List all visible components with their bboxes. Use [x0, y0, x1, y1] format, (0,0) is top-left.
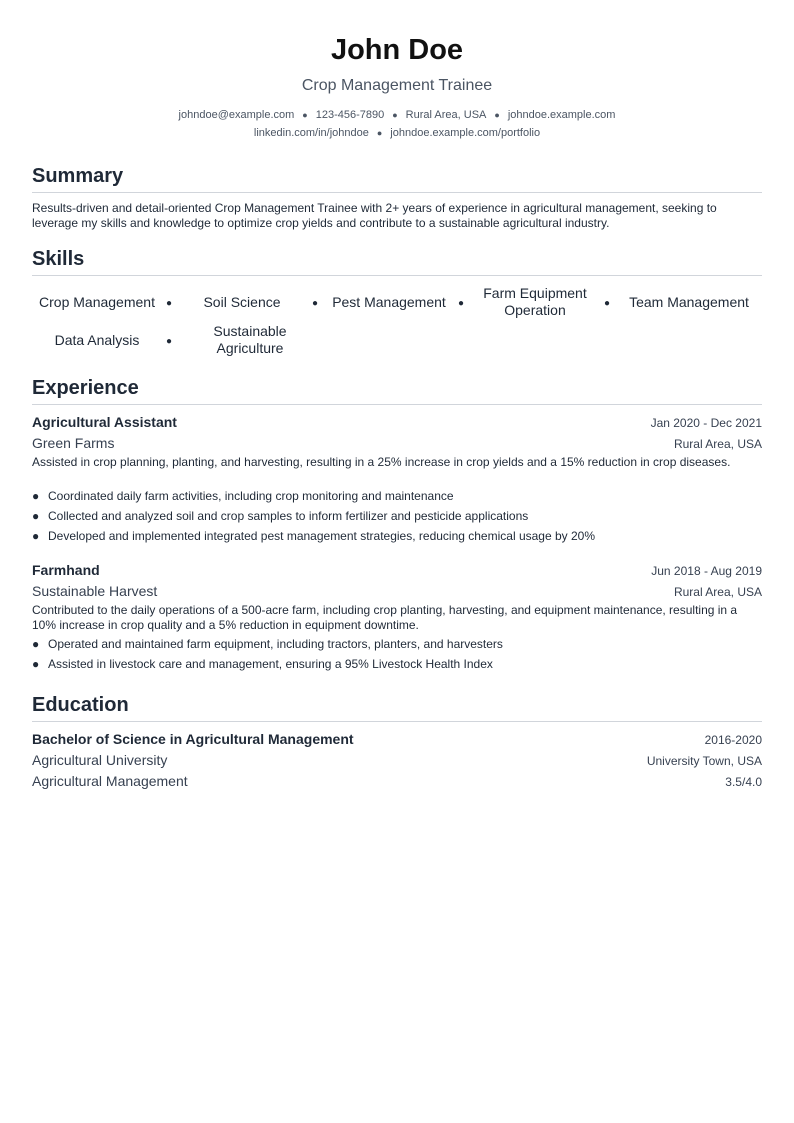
education-school: Agricultural University: [32, 752, 168, 768]
skill-item: Team Management: [629, 293, 749, 310]
job-description: Assisted in crop planning, planting, and harvesting, resulting in a 25% increase in crop yields and a 15% reduction in crop diseases.: [32, 455, 731, 469]
contact-line-2: [0, 126, 794, 140]
experience-heading: Experience: [32, 377, 139, 399]
skill-separator: ●: [458, 298, 465, 309]
job-title: Farmhand: [32, 562, 100, 578]
contact-separator: ●: [302, 110, 308, 120]
skill-item: Soil Science: [203, 293, 281, 310]
candidate-name: John Doe: [330, 34, 464, 66]
education-field-row: [32, 773, 762, 789]
skill-item: Pest Management: [332, 293, 446, 310]
section-divider: [32, 275, 762, 276]
education-dates: 2016-2020: [704, 733, 762, 747]
education-header: [32, 731, 762, 747]
bullet-text: Developed and implemented integrated pest management strategies, reducing chemical usage by 20%: [48, 529, 595, 543]
job-company-row: [32, 583, 762, 599]
skill-separator: ●: [312, 298, 319, 309]
section-divider: [32, 721, 762, 722]
job-title: Agricultural Assistant: [32, 414, 177, 430]
skill-item: Data Analysis: [54, 331, 140, 348]
job-description: Contributed to the daily operations of a 500-acre farm, including crop planting, harvesting, and equipment maintenance, resulting in a 10% increase in crop quality and a 5% reduction in equipment downtime.: [32, 603, 738, 632]
job-bullet: [32, 509, 762, 524]
job-header: [32, 414, 762, 430]
job-dates: Jun 2018 - Aug 2019: [651, 564, 762, 578]
bullet-text: Coordinated daily farm activities, including crop monitoring and maintenance: [48, 489, 454, 503]
job-company: Green Farms: [32, 435, 115, 451]
job-location: Rural Area, USA: [673, 585, 762, 599]
job-bullet: [32, 529, 762, 544]
candidate-title: Crop Management Trainee: [301, 77, 493, 94]
job-location: Rural Area, USA: [673, 437, 762, 451]
job-dates: Jan 2020 - Dec 2021: [650, 416, 762, 430]
job-company: Sustainable Harvest: [32, 583, 158, 599]
contact-separator: ●: [392, 110, 398, 120]
bullet-icon: ●: [32, 509, 40, 523]
education-degree: Bachelor of Science in Agricultural Management: [32, 731, 354, 747]
job-company-row: [32, 435, 762, 451]
contact-separator: ●: [494, 110, 500, 120]
section-divider: [32, 192, 762, 193]
job-header: [32, 562, 762, 578]
bullet-icon: ●: [32, 529, 40, 543]
skill-item: Farm Equipment Operation: [483, 285, 587, 318]
job-bullet: [32, 489, 762, 504]
skill-item: Sustainable Agriculture: [213, 323, 287, 356]
skills-heading: Skills: [32, 248, 85, 270]
education-field: Agricultural Management: [32, 773, 188, 789]
bullet-icon: ●: [32, 637, 40, 651]
education-heading: Education: [32, 694, 129, 716]
job-bullet: [32, 657, 762, 672]
skill-separator: ●: [166, 336, 173, 347]
section-divider: [32, 404, 762, 405]
contact-portfolio[interactable]: johndoe.example.com/portfolio: [390, 127, 541, 139]
contact-phone[interactable]: 123-456-7890: [315, 109, 385, 121]
summary-heading: Summary: [32, 165, 124, 187]
skill-item: Crop Management: [39, 293, 155, 310]
contact-line-1: [0, 108, 794, 122]
contact-separator: ●: [376, 128, 383, 138]
education-gpa: 3.5/4.0: [725, 775, 762, 789]
bullet-text: Collected and analyzed soil and crop samples to inform fertilizer and pesticide applications: [48, 509, 529, 523]
contact-location: Rural Area, USA: [405, 109, 487, 121]
contact-email[interactable]: johndoe@example.com: [178, 109, 295, 121]
bullet-text: Operated and maintained farm equipment, including tractors, planters, and harvesters: [48, 637, 503, 651]
education-location: University Town, USA: [646, 754, 762, 768]
contact-linkedin[interactable]: linkedin.com/in/johndoe: [253, 127, 369, 139]
skill-separator: ●: [166, 298, 173, 309]
bullet-text: Assisted in livestock care and management, ensuring a 95% Livestock Health Index: [48, 657, 493, 671]
education-school-row: [32, 752, 762, 768]
summary-text: Results-driven and detail-oriented Crop Management Trainee with 2+ years of experience in agricultural management, seeking to leverage my skills and knowledge to optimize crop yields and contribute to a sustainable agricultural industry.: [32, 201, 717, 230]
job-bullet: [32, 637, 762, 652]
bullet-icon: ●: [32, 657, 40, 671]
contact-website[interactable]: johndoe.example.com: [507, 109, 616, 121]
skill-separator: ●: [604, 298, 611, 309]
bullet-icon: ●: [32, 489, 40, 503]
